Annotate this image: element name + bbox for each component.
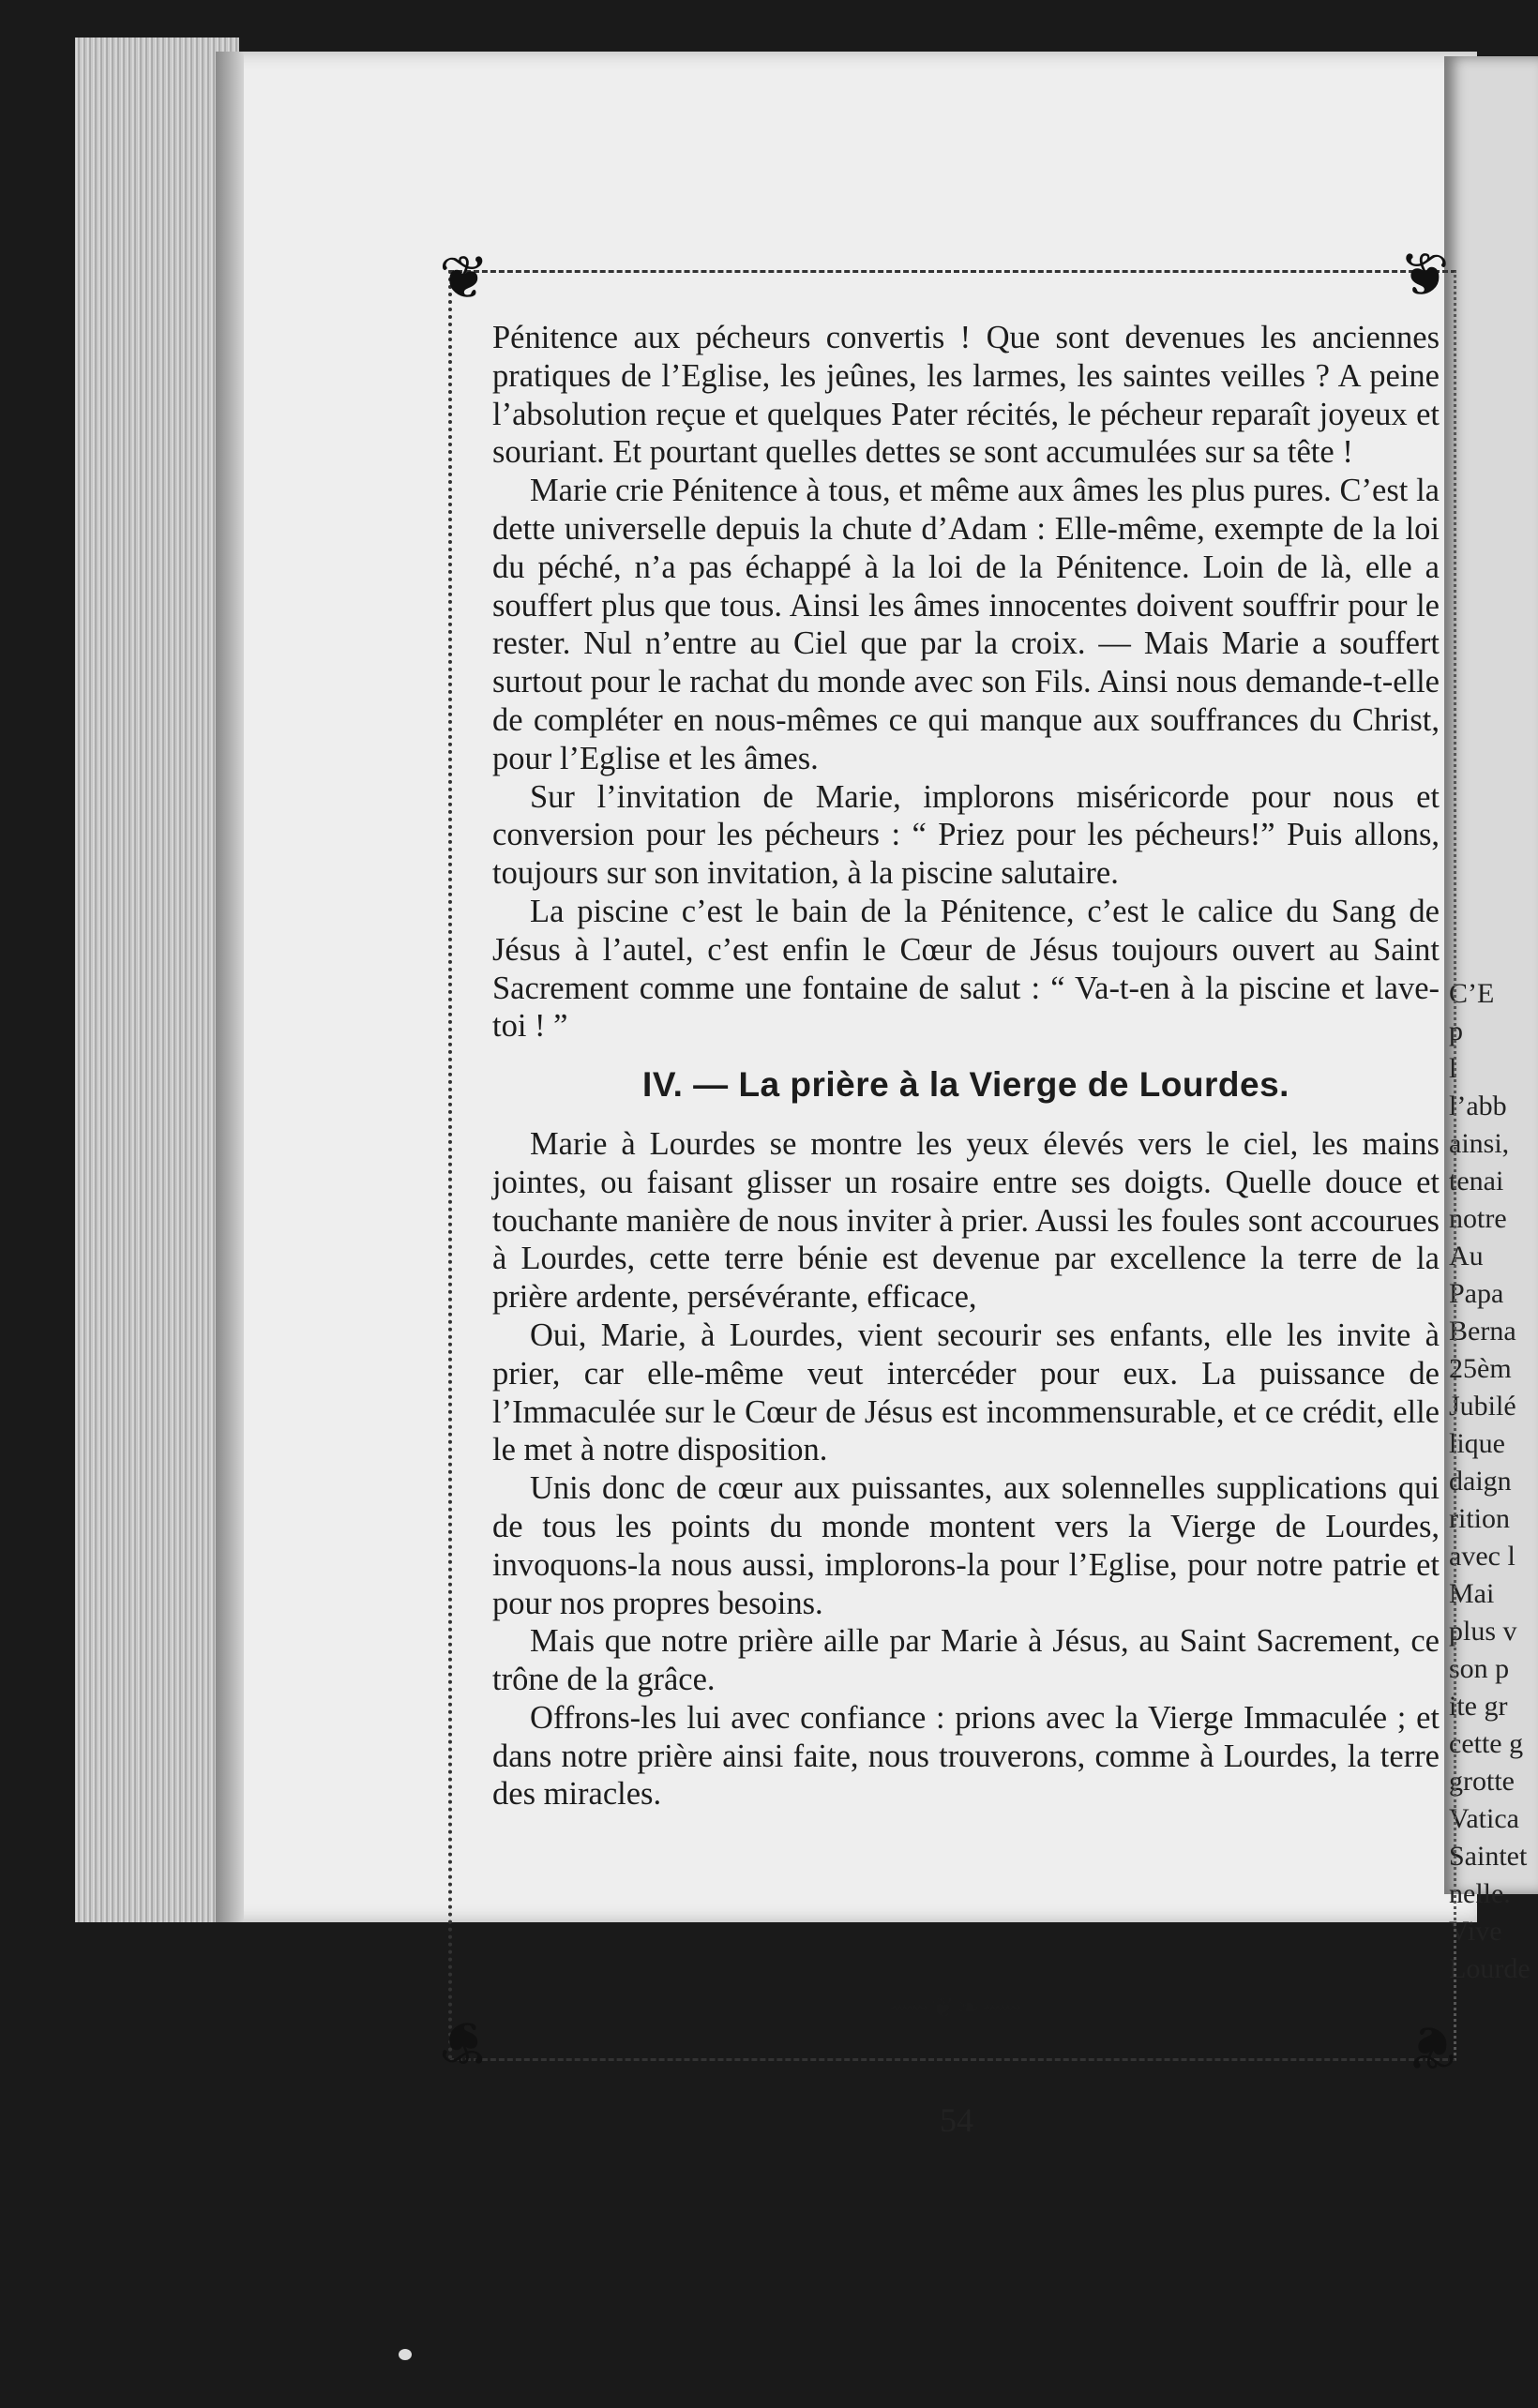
- next-page-line: Saintet: [1449, 1841, 1528, 1872]
- next-page-line: plus v: [1449, 1616, 1517, 1647]
- paragraph: Mais que notre prière aille par Marie à Jésus, au Saint Sacrement, ce trône de la grâce.: [492, 1623, 1440, 1698]
- paragraph: La piscine c’est le bain de la Pénitence, c’est le calice du Sang de Jésus à l’autel, c’est enfin le Cœur de Jésus toujours ouvert au Saint Sacrement comme une fontaine de salut : “ Va-t-en à la piscine et lave-toi ! ”: [492, 893, 1440, 1045]
- next-page-line: Vatica: [1449, 1803, 1519, 1834]
- next-page-line: 25èm: [1449, 1353, 1512, 1384]
- next-page-line: avec l: [1449, 1541, 1515, 1572]
- next-page-line: p: [1449, 1016, 1463, 1046]
- next-page-line: Jubilé: [1449, 1391, 1516, 1422]
- paragraph: Unis donc de cœur aux puissantes, aux solennelles supplications qui de tous les points du monde montent vers la Vierge de Lourdes, invoquons-la nous aussi, implorons-la pour l’Eglise, pour notre patrie et pour nos propres besoins.: [492, 1470, 1440, 1621]
- tailpiece-ornament: ⟿❦❧⟿: [888, 1993, 1025, 2024]
- paragraph: Marie à Lourdes se montre les yeux élevés vers le ciel, les mains jointes, ou faisant glisser un rosaire entre ses doigts. Quelle douce et touchante manière de nous inviter à prier. Aussi les foules sont accourues à Lourdes, cette terre bénie est devenue par excellence la terre de la prière ardente, persévérante, efficace,: [492, 1125, 1440, 1316]
- next-page-line: Papa: [1449, 1278, 1504, 1309]
- section-heading: IV. — La prière à la Vierge de Lourdes.: [642, 1065, 1289, 1105]
- next-page-line: lique: [1449, 1428, 1505, 1459]
- page-gutter: [216, 52, 244, 1922]
- paragraph: Pénitence aux pécheurs convertis ! Que sont devenues les anciennes pratiques de l’Eglise, les jeûnes, les larmes, les saintes veilles ? A peine l’absolution reçue et quelques Pater récités, le pécheur reparaît joyeux et souriant. Et pourtant quelles dettes se sont accumulées sur sa tête !: [492, 320, 1440, 471]
- next-page-line: notre: [1449, 1203, 1507, 1234]
- next-page-line: C’E: [1449, 978, 1495, 1009]
- corner-ornament-icon: ❦: [1407, 2013, 1457, 2080]
- paragraph: Oui, Marie, à Lourdes, vient secourir ses enfants, elle les invite à prier, car elle-même veut intercéder pour eux. La puissance de l’Immaculée sur le Cœur de Jésus est incommensurable, et ce crédit, elle le met à notre disposition.: [492, 1317, 1440, 1468]
- paragraph: Offrons-les lui avec confiance : prions avec la Vierge Immaculée ; et dans notre prière ainsi faite, nous trouverons, comme à Lourdes, la terre des miracles.: [492, 1699, 1440, 1813]
- next-page-line: ite gr: [1449, 1691, 1508, 1722]
- next-page-line: Vive: [1449, 1916, 1502, 1947]
- next-page-line: Mai: [1449, 1578, 1495, 1609]
- corner-ornament-icon: ❦: [1399, 242, 1450, 309]
- next-page-line: ainsi,: [1449, 1128, 1510, 1159]
- book-page-edges: [75, 38, 239, 1922]
- next-page-text: [1449, 975, 1538, 1988]
- page-number: 54: [940, 2101, 973, 2139]
- next-page-line: rition: [1449, 1503, 1510, 1534]
- next-page-line: Lourde: [1449, 1953, 1530, 1984]
- next-page-line: daign: [1449, 1466, 1512, 1497]
- next-page-line: tenai: [1449, 1166, 1504, 1196]
- next-page-line: nelle.: [1449, 1878, 1511, 1909]
- corner-ornament-icon: ❦: [439, 245, 490, 311]
- next-page-line: cette g: [1449, 1728, 1524, 1759]
- paragraph: Sur l’invitation de Marie, implorons miséricorde pour nous et conversion pour les pécheurs : “ Priez pour les pécheurs!” Puis allons, toujours sur son invitation, à la piscine salutaire.: [492, 778, 1440, 892]
- next-page-line: Berna: [1449, 1316, 1516, 1347]
- next-page-line: son p: [1449, 1653, 1510, 1684]
- next-page-line: l’abb: [1449, 1091, 1507, 1121]
- corner-ornament-icon: ❦: [439, 2009, 490, 2075]
- dust-speck: [399, 2349, 412, 2360]
- next-page-line: grotte: [1449, 1766, 1515, 1797]
- next-page-line: l: [1449, 1053, 1457, 1084]
- paragraph: Marie crie Pénitence à tous, et même aux âmes les plus pures. C’est la dette universelle depuis la chute d’Adam : Elle-même, exempte de la loi du péché, n’a pas échappé à la loi de la Pénitence. Loin de là, elle a souffert plus que tous. Ainsi les âmes innocentes doivent souffrir pour le rester. Nul n’entre au Ciel que par la croix. — Mais Marie a souffert surtout pour le rachat du monde avec son Fils. Ainsi nous demande-t-elle de compléter en nous-mêmes ce qui manque aux souffrances du Christ, pour l’Eglise et les âmes.: [492, 473, 1440, 776]
- next-page-line: Au: [1449, 1241, 1484, 1272]
- body-text: [492, 319, 1440, 1814]
